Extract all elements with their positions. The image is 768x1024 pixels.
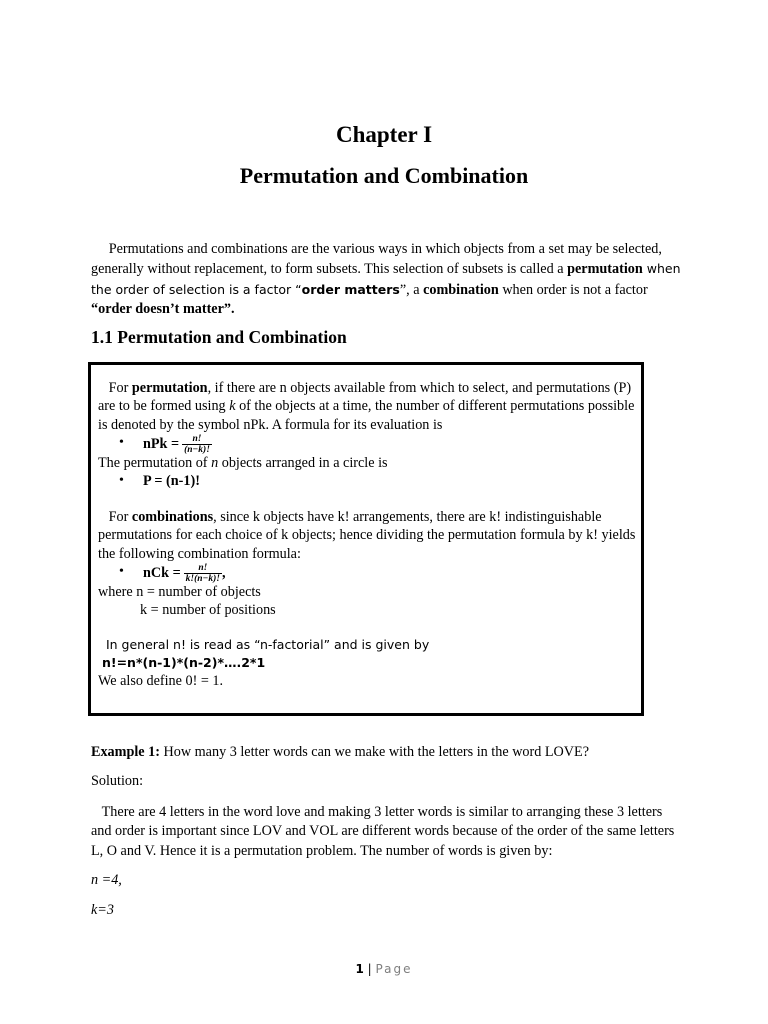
perm-k: k [229, 398, 236, 415]
npk-formula [98, 434, 640, 454]
intro-text-3: when the order of selection is a factor “ [91, 261, 681, 297]
formula-box [88, 362, 644, 716]
nck-comma: , [221, 564, 226, 581]
nck-denominator: k!(n−k)! [185, 574, 220, 585]
bullet-icon: • [119, 564, 124, 580]
intro-paragraph [91, 240, 681, 319]
intro-order-matters: order matters [301, 281, 400, 297]
intro-term-permutation: permutation [567, 261, 643, 278]
combination-paragraph [98, 508, 640, 563]
factorial-formula: n!=n*(n-1)*(n-2)*….2*1 [101, 654, 266, 670]
nck-label: nCk = [143, 564, 181, 581]
npk-label: nPk = [143, 435, 180, 452]
page-footer [0, 962, 768, 976]
chapter-label: Chapter I [335, 122, 433, 147]
where-k: k = number of positions [140, 602, 276, 619]
general-line [98, 636, 640, 654]
intro-text-5: ”, a [399, 281, 424, 298]
zero-factorial-line: We also define 0! = 1. [98, 673, 224, 690]
perm-term: permutation [131, 380, 208, 396]
page-title: Permutation and Combination [239, 163, 529, 188]
npk-numerator: n! [192, 433, 202, 444]
page-number: 1 [355, 962, 364, 976]
circle-n: n [211, 454, 219, 471]
nck-numerator: n! [198, 563, 208, 574]
intro-text-1: Permutations and combinations are the various ways in which objects from a set may be selected, generally without replacement, to form subsets. This selection of subsets is called a [91, 241, 662, 278]
comb-term: combinations [131, 509, 214, 526]
circle-formula [98, 472, 640, 492]
intro-term-combination: combination [423, 281, 499, 298]
perm-text-c: , if there are n objects available from which to select, and permutations (P) are to be formed using [98, 380, 632, 415]
circle-formula-text: P = (n-1)! [143, 473, 200, 490]
general-text: In general n! is read as “n-factorial” and is given by [105, 636, 430, 652]
solution-text: There are 4 letters in the word love and making 3 letter words is similar to arranging these 3 letters and order is important since LOV and VOL are different words because of the order of the same letters L, O and V. Hence it is a permutation problem. The number of words is given by: [91, 804, 675, 859]
perm-text-a: For [108, 380, 132, 396]
footer-separator: | [363, 962, 376, 976]
perm-text-e: of the objects at a time, the number of different permutations possible is denoted by the symbol nPk. A formula for its evaluation is [98, 398, 635, 433]
solution-paragraph [91, 803, 681, 861]
nck-fraction [184, 563, 222, 584]
bullet-icon: • [119, 473, 124, 489]
k-value: k=3 [91, 902, 114, 918]
circle-line [98, 454, 640, 472]
example-label: Example 1: [91, 744, 160, 760]
npk-fraction [182, 434, 212, 455]
intro-order-doesnt-matter: “order doesn’t matter”. [91, 300, 235, 317]
permutation-paragraph [98, 379, 640, 434]
comb-text-a: For [108, 509, 132, 526]
solution-label: Solution: [91, 773, 144, 789]
npk-denominator: (n−k)! [184, 444, 210, 455]
comb-text-c: , since k objects have k! arrangements, there are k! indistinguishable permutations for each choice of k objects; hence dividing the permutation formula by k! yields the following combination formula: [98, 509, 636, 562]
nck-formula [98, 563, 640, 583]
circle-text-c: objects arranged in a circle is [218, 454, 388, 471]
intro-text-7: when order is not a factor [498, 281, 648, 298]
circle-text-a: The permutation of [98, 454, 212, 471]
page-word: Page [375, 962, 413, 976]
factorial-line [98, 654, 640, 672]
bullet-icon: • [119, 434, 124, 450]
n-value: n =4, [91, 872, 122, 888]
example-question [91, 744, 589, 761]
example-question-text: How many 3 letter words can we make with the letters in the word LOVE? [159, 744, 590, 760]
section-heading: 1.1 Permutation and Combination [91, 327, 347, 347]
where-n: where n = number of objects [98, 584, 261, 601]
